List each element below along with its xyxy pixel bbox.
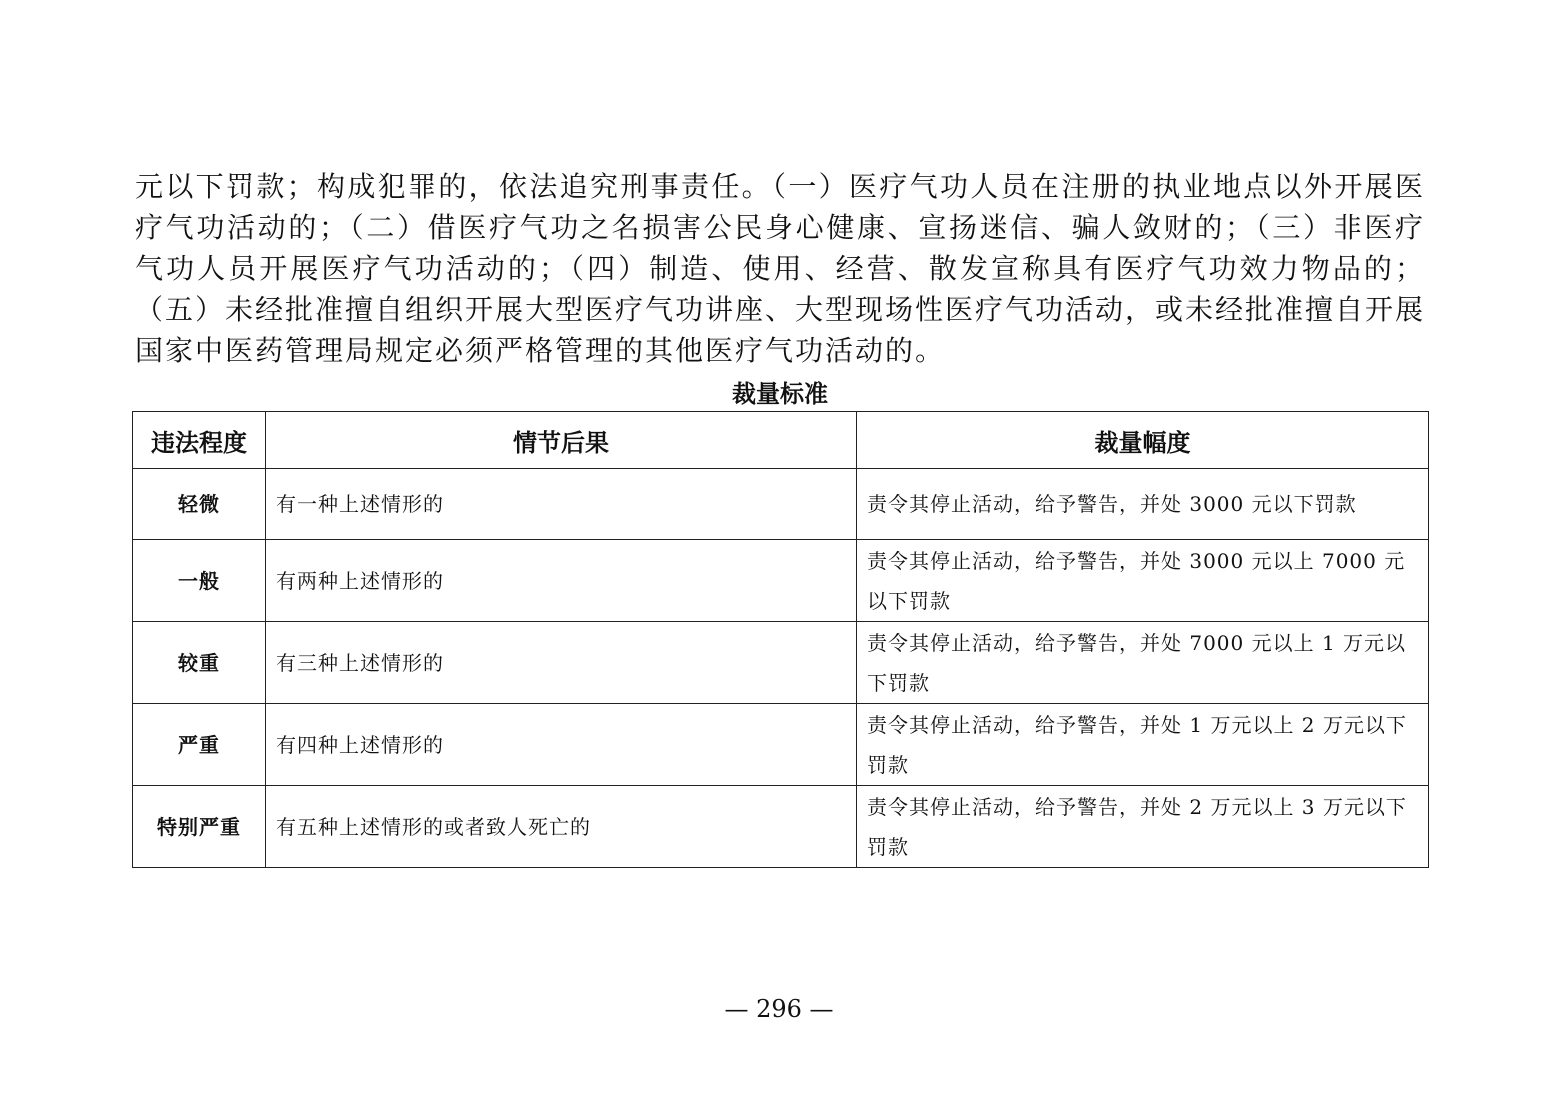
table-row [133,540,1429,622]
cell-range: 责令其停止活动，给予警告，并处 3000 元以下罚款 [857,469,1429,540]
discretion-standards-table [132,411,1429,868]
cell-level: 较重 [133,622,266,704]
header-penalty-range: 裁量幅度 [857,412,1429,469]
table-title: 裁量标准 [732,380,828,408]
cell-range: 责令其停止活动，给予警告，并处 3000 元以上 7000 元以下罚款 [857,540,1429,622]
header-violation-level: 违法程度 [133,412,266,469]
table-row [133,704,1429,786]
cell-circumstance: 有四种上述情形的 [266,704,857,786]
cell-level: 一般 [133,540,266,622]
cell-range: 责令其停止活动，给予警告，并处 1 万元以上 2 万元以下罚款 [857,704,1429,786]
cell-circumstance: 有三种上述情形的 [266,622,857,704]
header-circumstances: 情节后果 [266,412,857,469]
table-row [133,469,1429,540]
table-row [133,622,1429,704]
cell-circumstance: 有五种上述情形的或者致人死亡的 [266,786,857,868]
cell-range: 责令其停止活动，给予警告，并处 7000 元以上 1 万元以下罚款 [857,622,1429,704]
cell-level: 严重 [133,704,266,786]
cell-range: 责令其停止活动，给予警告，并处 2 万元以上 3 万元以下罚款 [857,786,1429,868]
cell-level: 轻微 [133,469,266,540]
table-header-row [133,412,1429,469]
cell-circumstance: 有一种上述情形的 [266,469,857,540]
table-row [133,786,1429,868]
cell-level: 特别严重 [133,786,266,868]
cell-circumstance: 有两种上述情形的 [266,540,857,622]
page-number: — 296 — [724,995,834,1023]
body-paragraph: 元以下罚款；构成犯罪的，依法追究刑事责任。（一）医疗气功人员在注册的执业地点以外开展医疗气功活动的；（二）借医疗气功之名损害公民身心健康、宣扬迷信、骗人敛财的；（三）非医疗气功人员开展医疗气功活动的；（四）制造、使用、经营、散发宣称具有医疗气功效力物品的；（五）未经批准擅自组织开展大型医疗气功讲座、大型现场性医疗气功活动，或未经批准擅自开展国家中医药管理局规定必须严格管理的其他医疗气功活动的。 [135,170,1426,367]
